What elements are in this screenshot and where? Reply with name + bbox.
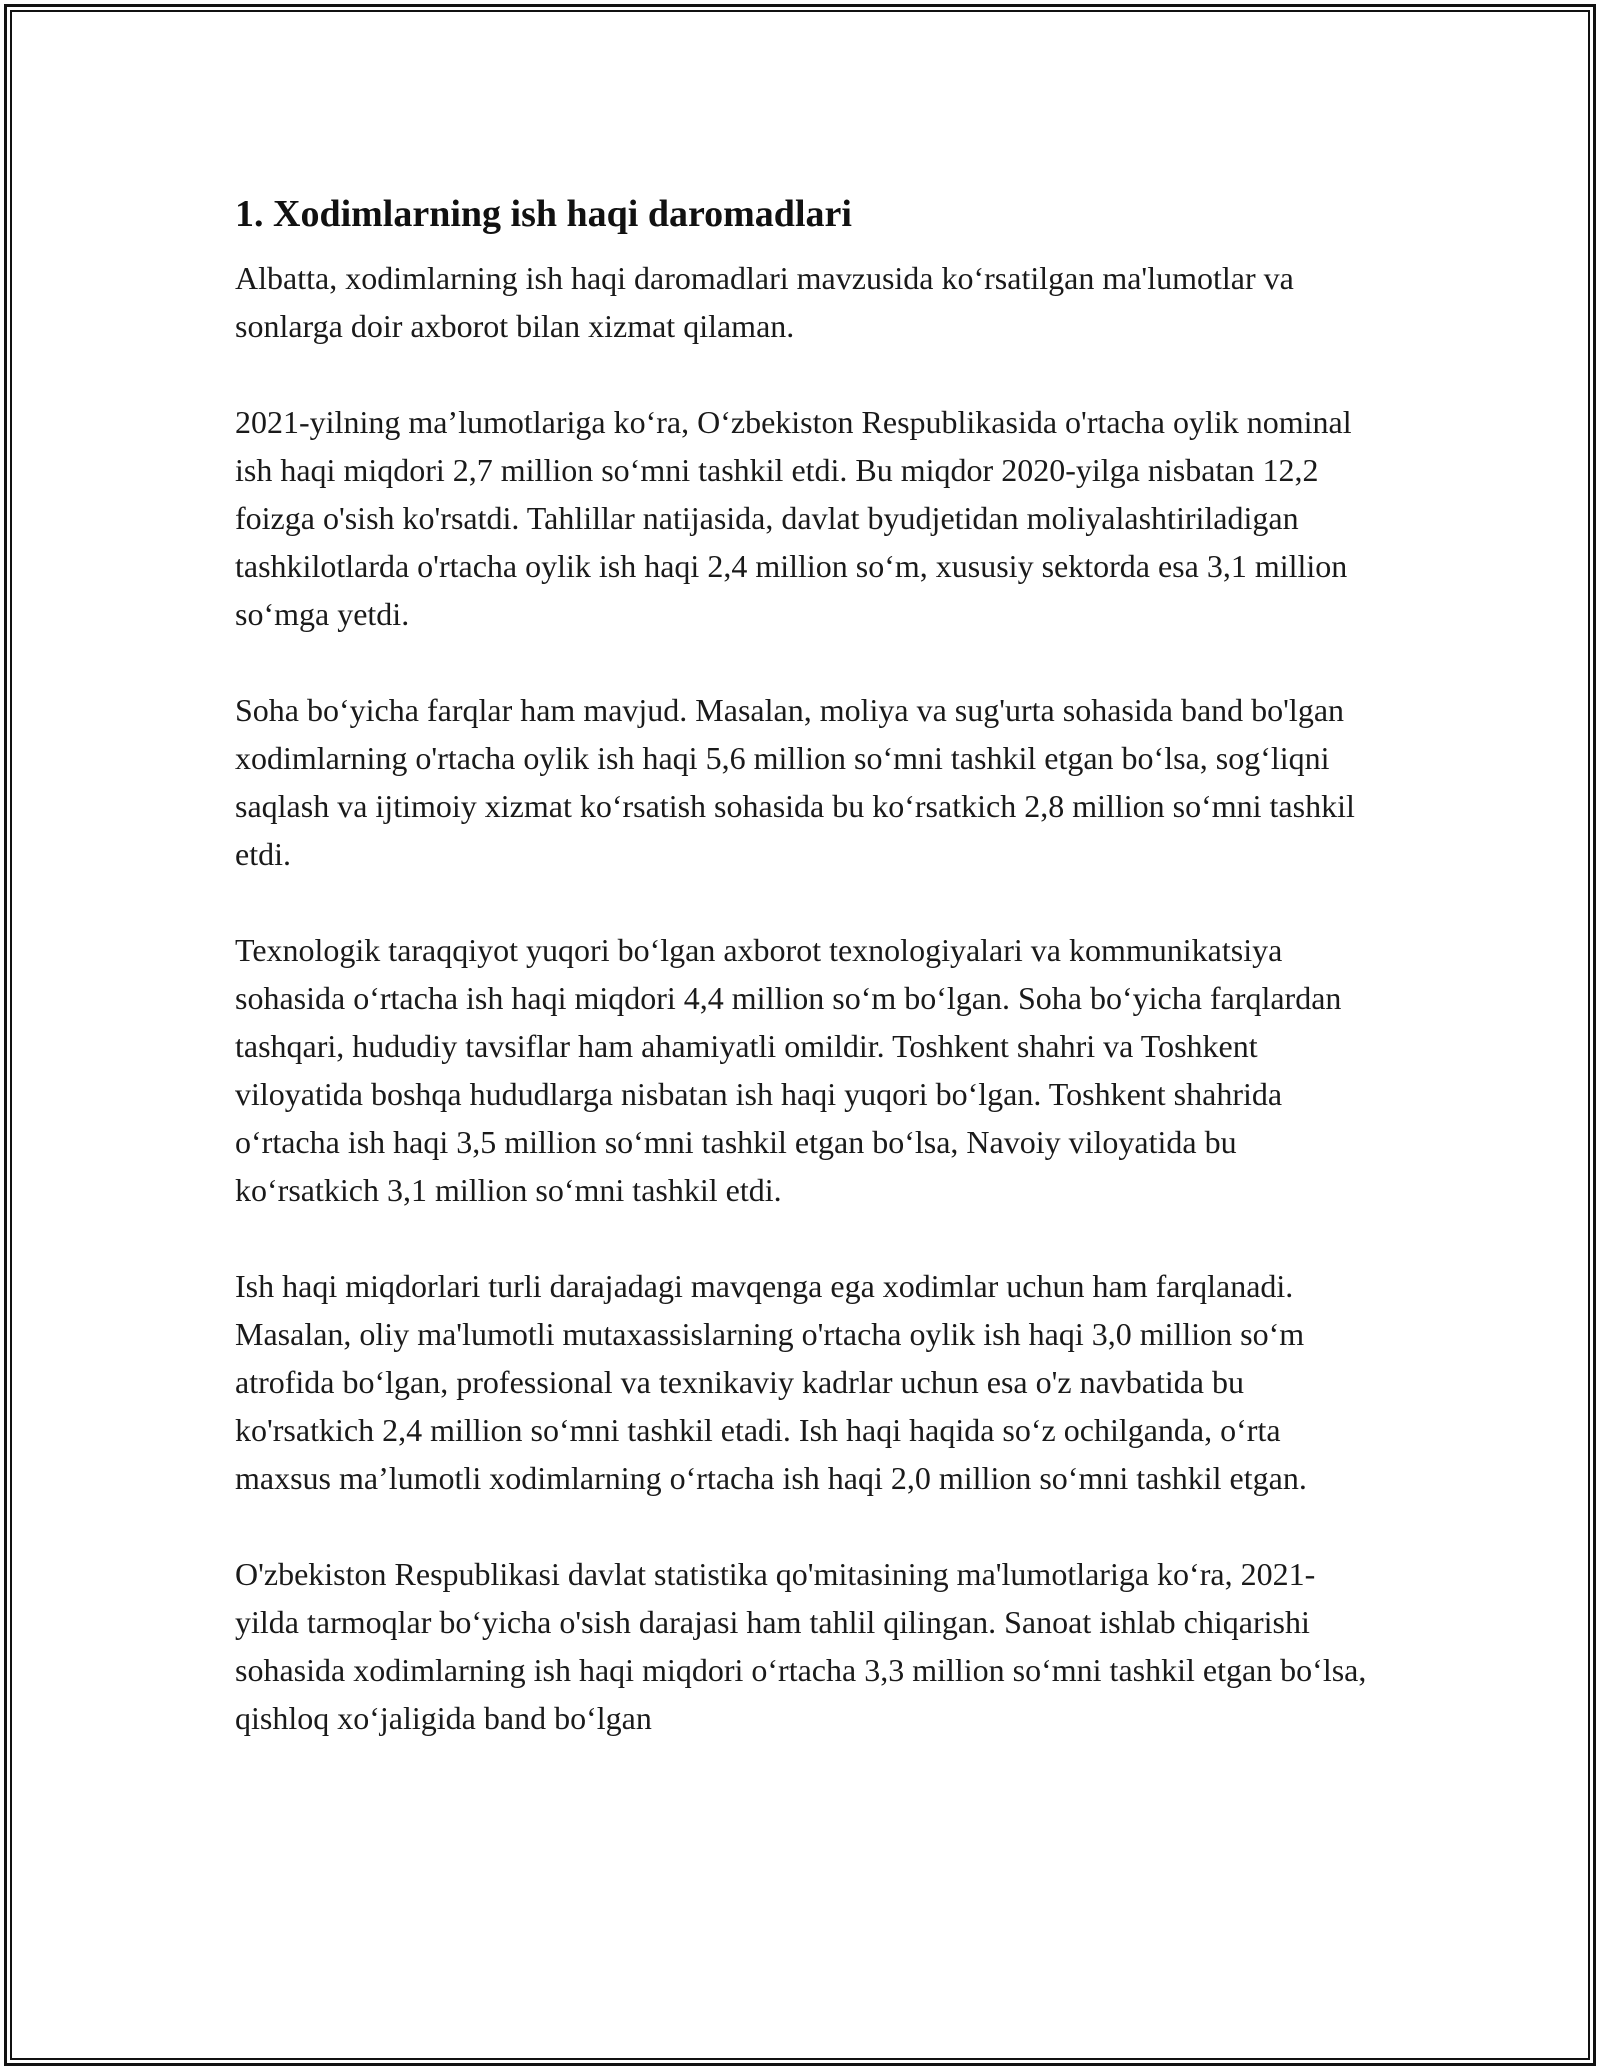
paragraph-national-average: 2021-yilning maʼlumotlariga koʻra, Oʻzbekiston Respublikasida o'rtacha oylik nominal ish haqi miqdori 2,7 million soʻmni tashkil etdi. Bu miqdor 2020-yilga nisbatan 12,2 foizga o'sish ko'rsatdi. Tahlillar natijasida, davlat byudjetidan moliyalashtiriladigan tashkilotlarda o'rtacha oylik ish haqi 2,4 million soʻm, xususiy sektorda esa 3,1 million soʻmga yetdi. — [235, 404, 1352, 632]
document-body — [235, 188, 1370, 1790]
paragraph-education-levels: Ish haqi miqdorlari turli darajadagi mavqenga ega xodimlar uchun ham farqlanadi. Masalan, oliy ma'lumotli mutaxassislarning o'rtacha oylik ish haqi 3,0 million soʻm atrofida boʻlgan, professional va texnikaviy kadrlar uchun esa o'z navbatida bu ko'rsatkich 2,4 million soʻmni tashkil etadi. Ish haqi haqida soʻz ochilganda, oʻrta maxsus maʼlumotli xodimlarning oʻrtacha ish haqi 2,0 million soʻmni tashkil etgan. — [235, 1268, 1307, 1496]
paragraph-sector-differences: Soha boʻyicha farqlar ham mavjud. Masalan, moliya va sug'urta sohasida band bo'lgan xodimlarning o'rtacha oylik ish haqi 5,6 million soʻmni tashkil etgan boʻlsa, sogʻliqni saqlash va ijtimoiy xizmat koʻrsatish sohasida bu koʻrsatkich 2,8 million soʻmni tashkil etdi. — [235, 692, 1355, 872]
paragraph-industry-growth: O'zbekiston Respublikasi davlat statistika qo'mitasining ma'lumotlariga koʻra, 2021-yilda tarmoqlar boʻyicha o'sish darajasi ham tahlil qilingan. Sanoat ishlab chiqarishi sohasida xodimlarning ish haqi miqdori oʻrtacha 3,3 million soʻmni tashkil etgan boʻlsa, qishloq xoʻjaligida band boʻlgan — [235, 1556, 1367, 1736]
section-heading: 1. Xodimlarning ish haqi daromadlari — [235, 193, 852, 235]
paragraph-regional-differences: Texnologik taraqqiyot yuqori boʻlgan axborot texnologiyalari va kommunikatsiya sohasida oʻrtacha ish haqi miqdori 4,4 million soʻm boʻlgan. Soha boʻyicha farqlardan tashqari, hududiy tavsiflar ham ahamiyatli omildir. Toshkent shahri va Toshkent viloyatida boshqa hududlarga nisbatan ish haqi yuqori boʻlgan. Toshkent shahrida oʻrtacha ish haqi 3,5 million soʻmni tashkil etgan boʻlsa, Navoiy viloyatida bu koʻrsatkich 3,1 million soʻmni tashkil etdi. — [235, 932, 1342, 1208]
paragraph-intro: Albatta, xodimlarning ish haqi daromadlari mavzusida koʻrsatilgan ma'lumotlar va sonlarga doir axborot bilan xizmat qilaman. — [235, 260, 1294, 344]
